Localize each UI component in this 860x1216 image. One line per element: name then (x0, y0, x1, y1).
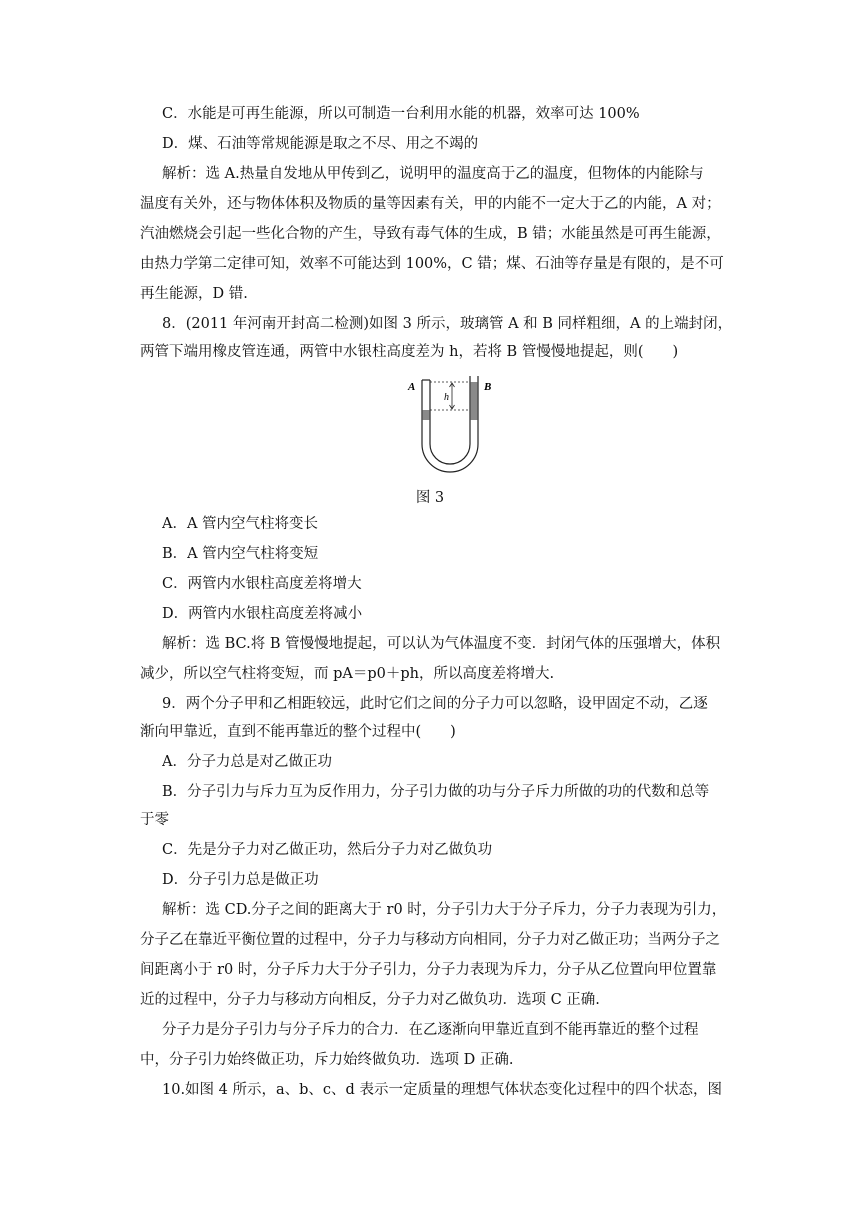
text-line: 中，分子引力始终做正功，斥力始终做负功．选项 D 正确. (140, 1052, 514, 1068)
text-line: 分子乙在靠近平衡位置的过程中，分子力与移动方向相同，分子力对乙做正功；当两分子之 (140, 932, 720, 948)
text-line: D．两管内水银柱高度差将减小 (162, 606, 363, 622)
text-line: 间距离小于 r0 时，分子斥力大于分子引力，分子力表现为斥力，分子从乙位置向甲位置靠 (140, 962, 717, 978)
text-line: 分子力是分子引力与分子斥力的合力．在乙逐渐向甲靠近直到不能再靠近的整个过程 (162, 1022, 699, 1038)
text-line: C．两管内水银柱高度差将增大 (162, 576, 362, 592)
text-line: 减少，所以空气柱将变短，而 pA＝p0＋ph，所以高度差将增大. (140, 666, 555, 682)
text-line: 解析：选 CD.分子之间的距离大于 r0 时，分子引力大于分子斥力，分子力表现为引力， (162, 902, 727, 918)
text-line: 于零 (140, 812, 169, 828)
text-line: 解析：选 A.热量自发地从甲传到乙，说明甲的温度高于乙的温度，但物体的内能除与 (162, 166, 704, 182)
text-line: C．水能是可再生能源，所以可制造一台利用水能的机器，效率可达 100% (162, 106, 640, 122)
text-line: D．分子引力总是做正功 (162, 872, 319, 888)
text-line: 温度有关外，还与物体体积及物质的量等因素有关，甲的内能不一定大于乙的内能，A 对； (140, 196, 721, 212)
text-line: A．A 管内空气柱将变长 (162, 516, 319, 532)
text-line: 近的过程中，分子力与移动方向相反，分子力对乙做负功．选项 C 正确. (140, 992, 600, 1008)
text-line: 再生能源，D 错. (140, 286, 248, 302)
u-tube-figure (400, 374, 500, 482)
label-b: B (484, 381, 492, 393)
tube-inner (430, 376, 470, 464)
text-line: 解析：选 BC.将 B 管慢慢地提起，可以认为气体温度不变．封闭气体的压强增大，体积 (162, 636, 721, 652)
label-h: h (444, 392, 449, 403)
text-line: 渐向甲靠近，直到不能再靠近的整个过程中( ) (140, 724, 456, 740)
text-line: 汽油燃烧会引起一些化合物的产生，导致有毒气体的生成，B 错；水能虽然是可再生能源， (140, 226, 721, 242)
mercury-b (471, 382, 478, 420)
label-a: A (408, 381, 416, 393)
text-line: 10.如图 4 所示，a、b、c、d 表示一定质量的理想气体状态变化过程中的四个状态，图 (162, 1082, 722, 1098)
text-line: 由热力学第二定律可知，效率不可能达到 100%，C 错；煤、石油等存量是有限的，是不可 (140, 256, 724, 272)
text-line: C．先是分子力对乙做正功，然后分子力对乙做负功 (162, 842, 493, 858)
text-line: B．分子引力与斥力互为反作用力，分子引力做的功与分子斥力所做的功的代数和总等 (162, 784, 710, 800)
text-line: 8．(2011 年河南开封高二检测)如图 3 所示，玻璃管 A 和 B 同样粗细，A 的上端封闭， (162, 316, 732, 332)
text-line: B．A 管内空气柱将变短 (162, 546, 319, 562)
text-line: A．分子力总是对乙做正功 (162, 754, 332, 770)
text-line: D．煤、石油等常规能源是取之不尽、用之不竭的 (162, 136, 479, 152)
text-line: 两管下端用橡皮管连通，两管中水银柱高度差为 h，若将 B 管慢慢地提起，则( ) (140, 344, 679, 360)
text-line: 9．两个分子甲和乙相距较远，此时它们之间的分子力可以忽略，设甲固定不动，乙逐 (162, 696, 708, 712)
figure-caption: 图 3 (415, 490, 445, 506)
mercury-a (423, 410, 430, 420)
